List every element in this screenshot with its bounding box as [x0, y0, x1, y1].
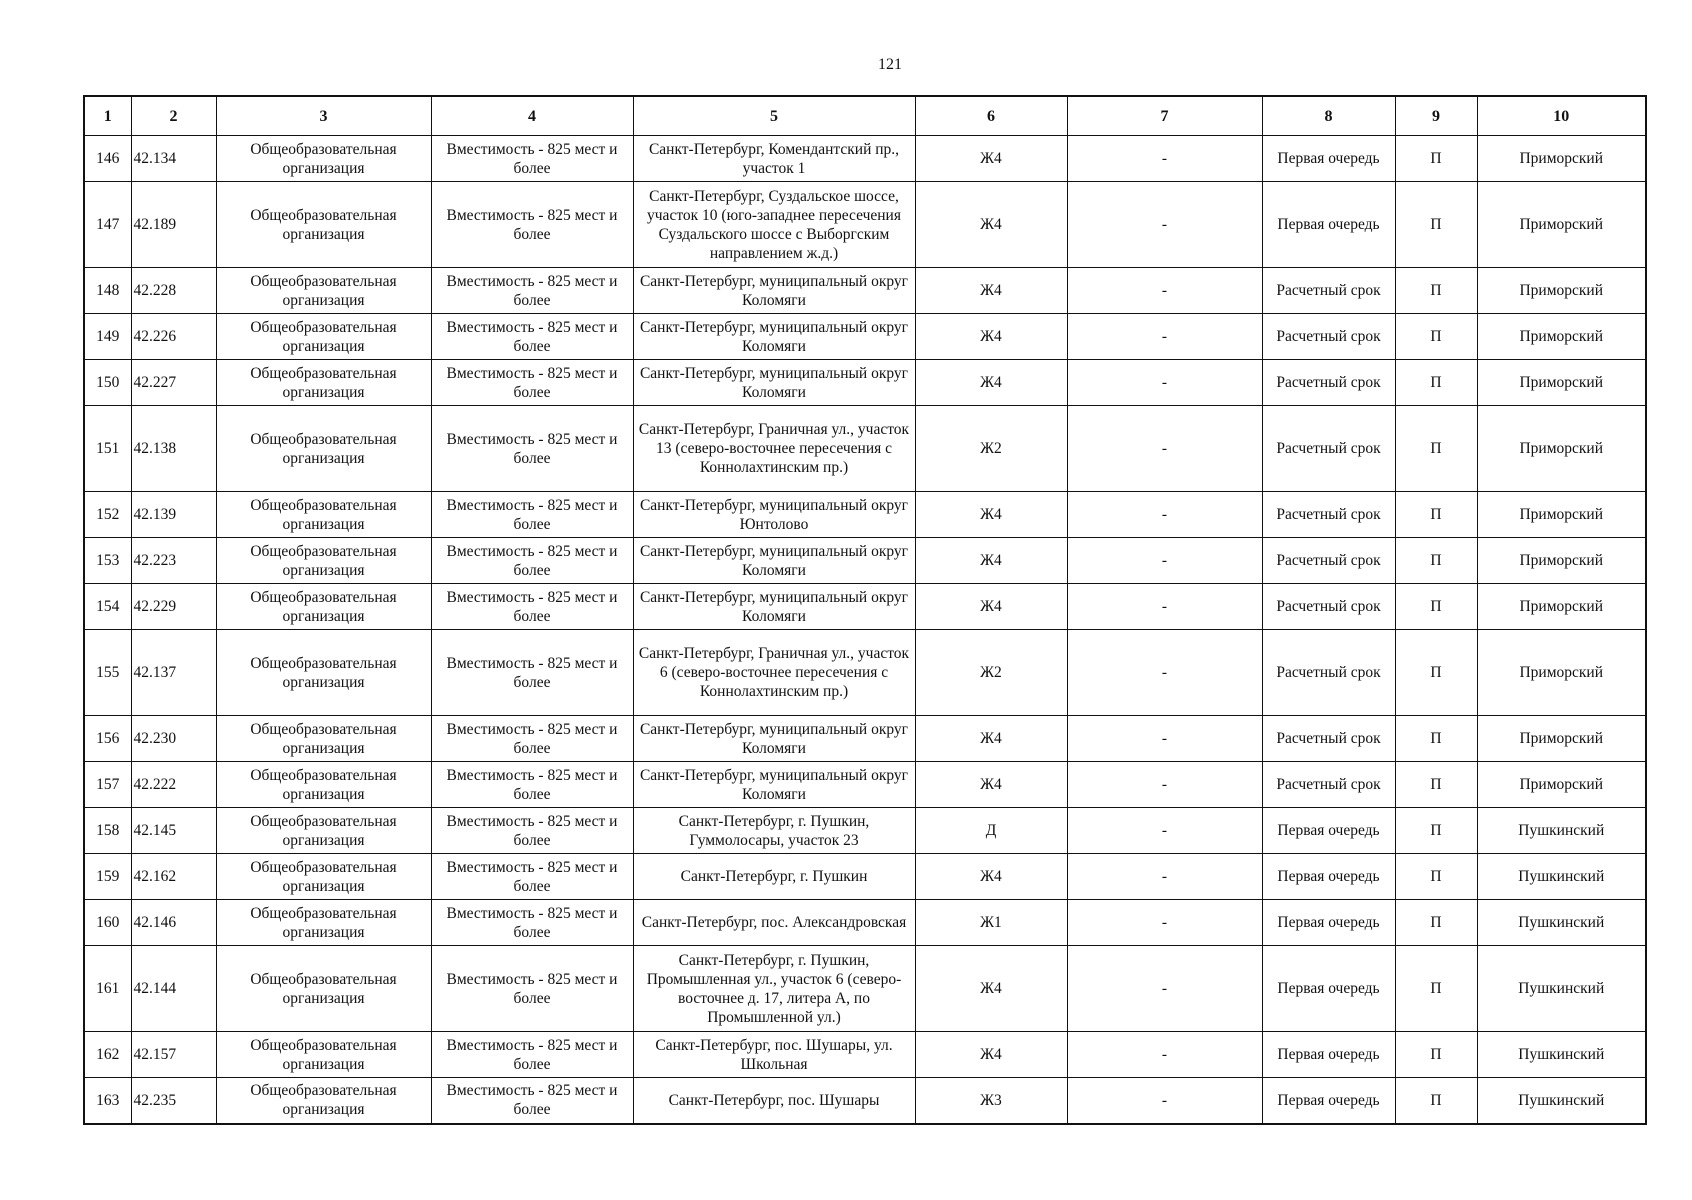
cell-location: Санкт-Петербург, г. Пушкин, Промышленная ул., участок 6 (северо-восточнее д. 17, литера А, по Промышленной ул.)	[633, 946, 915, 1032]
cell-district: Приморский	[1477, 716, 1646, 762]
cell-object-type: Общеобразовательная организация	[216, 762, 431, 808]
cell-stage: Расчетный срок	[1262, 630, 1395, 716]
cell-district: Приморский	[1477, 762, 1646, 808]
cell-capacity: Вместимость - 825 мест и более	[431, 1032, 633, 1078]
cell-zone: Ж4	[915, 538, 1067, 584]
cell-col7: -	[1067, 314, 1262, 360]
cell-object-type: Общеобразовательная организация	[216, 900, 431, 946]
cell-col7: -	[1067, 946, 1262, 1032]
table-row	[84, 268, 1646, 314]
cell-object-type: Общеобразовательная организация	[216, 808, 431, 854]
cell-capacity: Вместимость - 825 мест и более	[431, 268, 633, 314]
cell-zone: Ж2	[915, 406, 1067, 492]
cell-stage: Расчетный срок	[1262, 762, 1395, 808]
column-header-10: 10	[1477, 96, 1646, 136]
cell-row-number: 151	[84, 406, 131, 492]
table-row	[84, 900, 1646, 946]
cell-district: Пушкинский	[1477, 808, 1646, 854]
cell-status: П	[1395, 762, 1477, 808]
cell-row-number: 146	[84, 136, 131, 182]
cell-zone: Ж4	[915, 136, 1067, 182]
cell-zone: Ж4	[915, 584, 1067, 630]
cell-district: Приморский	[1477, 406, 1646, 492]
cell-status: П	[1395, 1032, 1477, 1078]
cell-zone: Ж3	[915, 1078, 1067, 1124]
cell-stage: Расчетный срок	[1262, 314, 1395, 360]
cell-status: П	[1395, 808, 1477, 854]
cell-capacity: Вместимость - 825 мест и более	[431, 360, 633, 406]
cell-col7: -	[1067, 136, 1262, 182]
cell-stage: Первая очередь	[1262, 854, 1395, 900]
cell-status: П	[1395, 492, 1477, 538]
cell-col7: -	[1067, 538, 1262, 584]
cell-row-number: 158	[84, 808, 131, 854]
cell-col7: -	[1067, 630, 1262, 716]
cell-row-number: 150	[84, 360, 131, 406]
cell-location: Санкт-Петербург, муниципальный округ Коломяги	[633, 314, 915, 360]
cell-location: Санкт-Петербург, Суздальское шоссе, участок 10 (юго-западнее пересечения Суздальского шоссе с Выборгским направлением ж.д.)	[633, 182, 915, 268]
cell-status: П	[1395, 716, 1477, 762]
column-header-4: 4	[431, 96, 633, 136]
table-body	[84, 136, 1646, 1124]
cell-object-code: 42.138	[131, 406, 216, 492]
cell-object-code: 42.137	[131, 630, 216, 716]
cell-col7: -	[1067, 584, 1262, 630]
cell-capacity: Вместимость - 825 мест и более	[431, 492, 633, 538]
cell-zone: Ж4	[915, 182, 1067, 268]
cell-stage: Первая очередь	[1262, 182, 1395, 268]
cell-zone: Ж4	[915, 360, 1067, 406]
cell-zone: Ж2	[915, 630, 1067, 716]
table-row	[84, 360, 1646, 406]
cell-location: Санкт-Петербург, Граничная ул., участок 6 (северо-восточнее пересечения с Коннолахтинским пр.)	[633, 630, 915, 716]
cell-district: Приморский	[1477, 584, 1646, 630]
cell-status: П	[1395, 314, 1477, 360]
cell-stage: Расчетный срок	[1262, 538, 1395, 584]
cell-district: Пушкинский	[1477, 1032, 1646, 1078]
cell-district: Приморский	[1477, 182, 1646, 268]
cell-object-type: Общеобразовательная организация	[216, 584, 431, 630]
cell-object-type: Общеобразовательная организация	[216, 538, 431, 584]
cell-stage: Первая очередь	[1262, 808, 1395, 854]
table-row	[84, 584, 1646, 630]
cell-status: П	[1395, 900, 1477, 946]
cell-zone: Ж4	[915, 314, 1067, 360]
table-row	[84, 136, 1646, 182]
cell-district: Пушкинский	[1477, 946, 1646, 1032]
cell-capacity: Вместимость - 825 мест и более	[431, 136, 633, 182]
column-header-3: 3	[216, 96, 431, 136]
cell-zone: Ж4	[915, 854, 1067, 900]
cell-district: Приморский	[1477, 538, 1646, 584]
cell-object-code: 42.162	[131, 854, 216, 900]
column-header-1: 1	[84, 96, 131, 136]
cell-col7: -	[1067, 1032, 1262, 1078]
cell-location: Санкт-Петербург, пос. Шушары	[633, 1078, 915, 1124]
cell-stage: Расчетный срок	[1262, 406, 1395, 492]
column-header-2: 2	[131, 96, 216, 136]
cell-col7: -	[1067, 268, 1262, 314]
cell-district: Приморский	[1477, 360, 1646, 406]
page-number: 121	[878, 56, 902, 73]
cell-capacity: Вместимость - 825 мест и более	[431, 854, 633, 900]
cell-row-number: 163	[84, 1078, 131, 1124]
cell-location: Санкт-Петербург, муниципальный округ Юнтолово	[633, 492, 915, 538]
cell-object-code: 42.229	[131, 584, 216, 630]
cell-status: П	[1395, 630, 1477, 716]
objects-table	[83, 95, 1647, 1125]
cell-zone: Ж4	[915, 492, 1067, 538]
cell-zone: Ж4	[915, 268, 1067, 314]
cell-row-number: 147	[84, 182, 131, 268]
cell-row-number: 162	[84, 1032, 131, 1078]
cell-object-code: 42.189	[131, 182, 216, 268]
cell-row-number: 152	[84, 492, 131, 538]
cell-col7: -	[1067, 1078, 1262, 1124]
cell-capacity: Вместимость - 825 мест и более	[431, 538, 633, 584]
cell-capacity: Вместимость - 825 мест и более	[431, 946, 633, 1032]
table-row	[84, 716, 1646, 762]
cell-stage: Первая очередь	[1262, 136, 1395, 182]
table-row	[84, 946, 1646, 1032]
cell-object-type: Общеобразовательная организация	[216, 854, 431, 900]
cell-row-number: 148	[84, 268, 131, 314]
cell-stage: Расчетный срок	[1262, 716, 1395, 762]
cell-object-type: Общеобразовательная организация	[216, 314, 431, 360]
cell-location: Санкт-Петербург, пос. Александровская	[633, 900, 915, 946]
table-row	[84, 762, 1646, 808]
cell-location: Санкт-Петербург, Граничная ул., участок 13 (северо-восточнее пересечения с Коннолахтинским пр.)	[633, 406, 915, 492]
cell-object-type: Общеобразовательная организация	[216, 492, 431, 538]
cell-col7: -	[1067, 492, 1262, 538]
cell-object-code: 42.139	[131, 492, 216, 538]
cell-district: Приморский	[1477, 314, 1646, 360]
cell-capacity: Вместимость - 825 мест и более	[431, 900, 633, 946]
cell-status: П	[1395, 136, 1477, 182]
cell-stage: Расчетный срок	[1262, 360, 1395, 406]
cell-stage: Первая очередь	[1262, 946, 1395, 1032]
cell-col7: -	[1067, 808, 1262, 854]
cell-row-number: 153	[84, 538, 131, 584]
cell-stage: Первая очередь	[1262, 1032, 1395, 1078]
column-header-9: 9	[1395, 96, 1477, 136]
cell-location: Санкт-Петербург, муниципальный округ Коломяги	[633, 538, 915, 584]
column-header-6: 6	[915, 96, 1067, 136]
table-row	[84, 538, 1646, 584]
cell-district: Приморский	[1477, 492, 1646, 538]
cell-col7: -	[1067, 716, 1262, 762]
cell-col7: -	[1067, 854, 1262, 900]
cell-row-number: 155	[84, 630, 131, 716]
table-row	[84, 630, 1646, 716]
cell-stage: Первая очередь	[1262, 1078, 1395, 1124]
cell-col7: -	[1067, 182, 1262, 268]
cell-row-number: 160	[84, 900, 131, 946]
table-row	[84, 1032, 1646, 1078]
cell-status: П	[1395, 946, 1477, 1032]
cell-capacity: Вместимость - 825 мест и более	[431, 1078, 633, 1124]
cell-row-number: 149	[84, 314, 131, 360]
column-header-7: 7	[1067, 96, 1262, 136]
cell-status: П	[1395, 360, 1477, 406]
column-header-8: 8	[1262, 96, 1395, 136]
cell-object-type: Общеобразовательная организация	[216, 716, 431, 762]
cell-capacity: Вместимость - 825 мест и более	[431, 630, 633, 716]
cell-location: Санкт-Петербург, Комендантский пр., участок 1	[633, 136, 915, 182]
cell-status: П	[1395, 584, 1477, 630]
cell-location: Санкт-Петербург, г. Пушкин, Гуммолосары, участок 23	[633, 808, 915, 854]
cell-zone: Ж4	[915, 716, 1067, 762]
cell-object-type: Общеобразовательная организация	[216, 406, 431, 492]
cell-status: П	[1395, 854, 1477, 900]
cell-status: П	[1395, 406, 1477, 492]
table-row	[84, 808, 1646, 854]
cell-capacity: Вместимость - 825 мест и более	[431, 716, 633, 762]
cell-object-code: 42.222	[131, 762, 216, 808]
cell-object-type: Общеобразовательная организация	[216, 360, 431, 406]
cell-object-code: 42.157	[131, 1032, 216, 1078]
cell-object-code: 42.227	[131, 360, 216, 406]
cell-object-type: Общеобразовательная организация	[216, 630, 431, 716]
column-header-5: 5	[633, 96, 915, 136]
cell-zone: Ж4	[915, 946, 1067, 1032]
cell-location: Санкт-Петербург, муниципальный округ Коломяги	[633, 584, 915, 630]
cell-object-code: 42.146	[131, 900, 216, 946]
cell-stage: Расчетный срок	[1262, 584, 1395, 630]
cell-capacity: Вместимость - 825 мест и более	[431, 314, 633, 360]
cell-row-number: 161	[84, 946, 131, 1032]
cell-object-code: 42.145	[131, 808, 216, 854]
cell-zone: Ж4	[915, 762, 1067, 808]
cell-status: П	[1395, 268, 1477, 314]
cell-location: Санкт-Петербург, муниципальный округ Коломяги	[633, 762, 915, 808]
cell-object-code: 42.144	[131, 946, 216, 1032]
cell-location: Санкт-Петербург, пос. Шушары, ул. Школьная	[633, 1032, 915, 1078]
cell-row-number: 154	[84, 584, 131, 630]
cell-district: Пушкинский	[1477, 854, 1646, 900]
table-row	[84, 406, 1646, 492]
cell-status: П	[1395, 182, 1477, 268]
cell-capacity: Вместимость - 825 мест и более	[431, 808, 633, 854]
cell-col7: -	[1067, 762, 1262, 808]
cell-object-code: 42.235	[131, 1078, 216, 1124]
cell-object-type: Общеобразовательная организация	[216, 1078, 431, 1124]
cell-zone: Д	[915, 808, 1067, 854]
cell-district: Пушкинский	[1477, 900, 1646, 946]
cell-object-type: Общеобразовательная организация	[216, 946, 431, 1032]
cell-object-code: 42.230	[131, 716, 216, 762]
cell-object-type: Общеобразовательная организация	[216, 268, 431, 314]
cell-stage: Расчетный срок	[1262, 492, 1395, 538]
cell-object-type: Общеобразовательная организация	[216, 136, 431, 182]
cell-object-code: 42.223	[131, 538, 216, 584]
cell-object-type: Общеобразовательная организация	[216, 182, 431, 268]
cell-capacity: Вместимость - 825 мест и более	[431, 584, 633, 630]
header-row	[84, 96, 1646, 136]
table-row	[84, 182, 1646, 268]
table-row	[84, 314, 1646, 360]
table-row	[84, 492, 1646, 538]
cell-status: П	[1395, 538, 1477, 584]
cell-capacity: Вместимость - 825 мест и более	[431, 762, 633, 808]
cell-capacity: Вместимость - 825 мест и более	[431, 406, 633, 492]
cell-zone: Ж4	[915, 1032, 1067, 1078]
cell-location: Санкт-Петербург, муниципальный округ Коломяги	[633, 716, 915, 762]
cell-location: Санкт-Петербург, муниципальный округ Коломяги	[633, 268, 915, 314]
cell-col7: -	[1067, 900, 1262, 946]
cell-object-type: Общеобразовательная организация	[216, 1032, 431, 1078]
cell-object-code: 42.228	[131, 268, 216, 314]
cell-capacity: Вместимость - 825 мест и более	[431, 182, 633, 268]
cell-stage: Расчетный срок	[1262, 268, 1395, 314]
cell-district: Приморский	[1477, 268, 1646, 314]
table-row	[84, 1078, 1646, 1124]
cell-object-code: 42.134	[131, 136, 216, 182]
cell-location: Санкт-Петербург, г. Пушкин	[633, 854, 915, 900]
cell-status: П	[1395, 1078, 1477, 1124]
cell-location: Санкт-Петербург, муниципальный округ Коломяги	[633, 360, 915, 406]
cell-stage: Первая очередь	[1262, 900, 1395, 946]
cell-row-number: 159	[84, 854, 131, 900]
cell-col7: -	[1067, 360, 1262, 406]
cell-district: Пушкинский	[1477, 1078, 1646, 1124]
cell-col7: -	[1067, 406, 1262, 492]
cell-object-code: 42.226	[131, 314, 216, 360]
cell-zone: Ж1	[915, 900, 1067, 946]
cell-district: Приморский	[1477, 136, 1646, 182]
cell-row-number: 157	[84, 762, 131, 808]
cell-district: Приморский	[1477, 630, 1646, 716]
cell-row-number: 156	[84, 716, 131, 762]
table-row	[84, 854, 1646, 900]
